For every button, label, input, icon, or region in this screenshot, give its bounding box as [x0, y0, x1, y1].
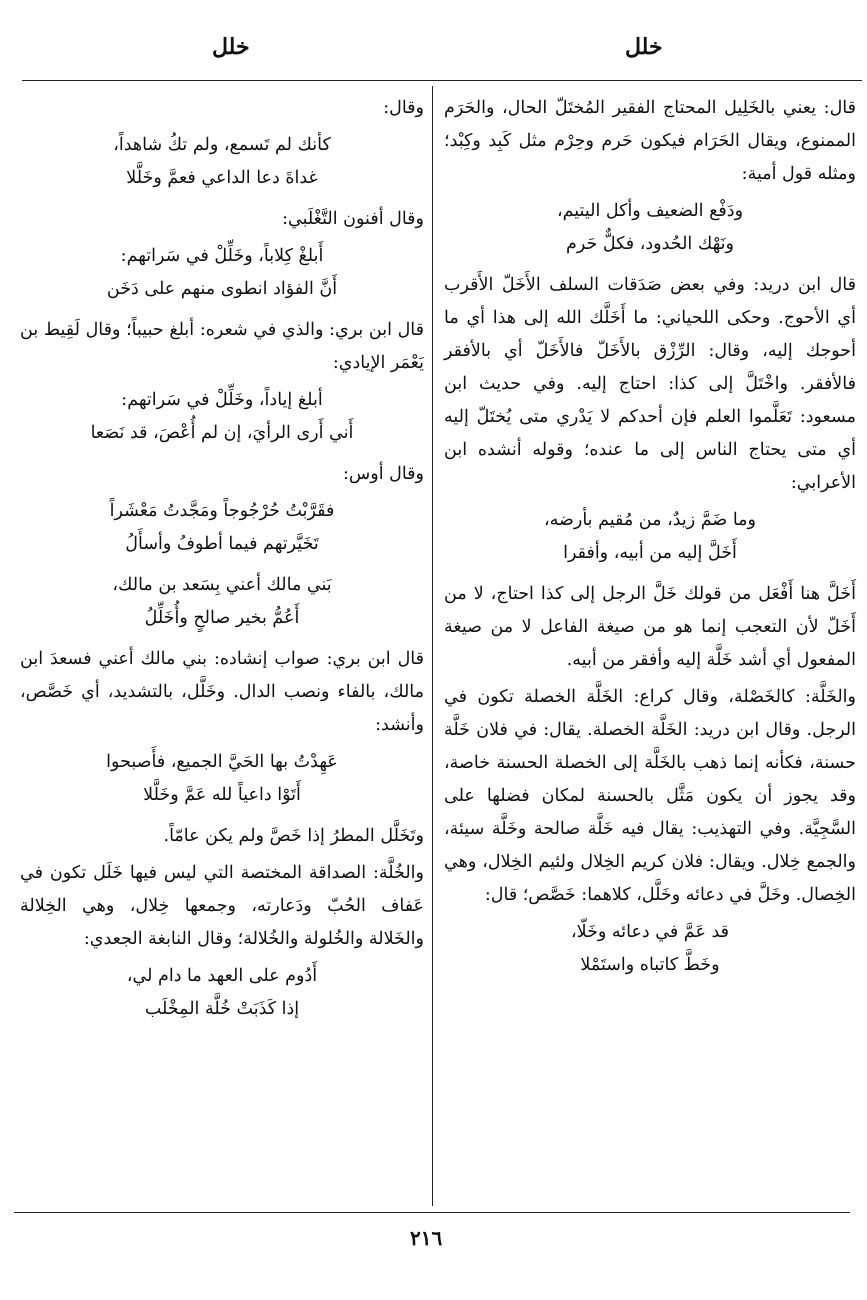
paragraph: قال ابن دريد: وفي بعض صَدَقات السلف الأَخَلّ الأَقرب أي الأحوج. وحكى اللحياني: ما أَخَلَّك الله إلى هذا أي ما أحوجك إليه، وقال: الرِّزْق بالأَخَلّ فالأَخَلّ أي بالأفقر فالأفقر. واخْتَلَّ إلى كذا: احتاج إليه. وفي حديث ابن مسعود: تَعَلَّموا العلم فإن أحدكم لا يَدْري متى يُختَلّ إليه أي متى يحتاج الناس إلى ما عنده؛ وقوله أنشده ابن الأعرابي:	[444, 275, 856, 493]
bottom-rule	[14, 1212, 850, 1213]
poem-verse	[444, 916, 856, 982]
verse-line: أبلغ إياداً، وخَلِّلْ في سَراتهم:	[121, 390, 323, 410]
paragraph: قال: يعني بالخَلِيل المحتاج الفقير المُختَلّ الحال، والحَرَم الممنوع، ويقال الحَرَام فيكون حَرم وحِرْم مثل كَبِد وكِبْد؛ ومثله قول أمية:	[444, 98, 856, 184]
verse-line: ونَهْك الحُدود، فكلٌّ حَرم	[566, 234, 734, 254]
verse-line: أَدُوم على العهد ما دام لي،	[126, 966, 318, 986]
verse-line: وخَطَّ كاتباه واستَمْلا	[580, 955, 720, 975]
verse-line: أَني أَرى الرأيَ، إن لم أُعْصَ، قد نَصَعا	[90, 423, 354, 443]
verse-line: عَهِدْتُ بها الحَيَّ الجميع، فأَصبحوا	[106, 752, 338, 772]
left-column	[20, 92, 424, 1034]
poem-verse	[20, 569, 424, 635]
running-header-right: خلل	[625, 34, 663, 60]
paragraph: قال ابن بري: والذي في شعره: أبلغ حبيباً؛ وقال لَقِيط بن يَعْمَر الإيادي:	[20, 320, 424, 373]
column-divider	[432, 86, 433, 1206]
top-rule	[22, 80, 862, 81]
poem-verse	[20, 495, 424, 561]
paragraph: وتَخَلَّل المطرُ إذا خَصَّ ولم يكن عامّاً.	[163, 826, 424, 846]
poem-verse	[20, 746, 424, 812]
paragraph: وقال أوس:	[343, 464, 424, 484]
right-column	[444, 92, 856, 990]
verse-line: كأنك لم تَسمع، ولم تكُ شاهداً،	[113, 135, 331, 155]
paragraph: وقال أفنون التَّغْلَبي:	[282, 209, 424, 229]
verse-line: فقَرَّبْتُ حُرْجُوجاً ومَجَّدتُ مَعْشَراً	[109, 501, 335, 521]
poem-verse	[20, 240, 424, 306]
poem-verse	[444, 504, 856, 570]
page-number: ٢١٦	[410, 1226, 443, 1250]
verse-line: أَتَوْا داعياً لله عَمَّ وخَلَّلا	[143, 785, 301, 805]
paragraph: وقال:	[383, 98, 424, 118]
paragraph: والخُلَّة: الصداقة المختصة التي ليس فيها خَلَل تكون في عَفاف الحُبّ ودَعارته، وجمعها خِلال، وهي الخِلالة والخَلالة والخُلولة والخُلالة؛ وقال النابغة الجعدي:	[20, 863, 424, 949]
verse-line: أَعُمُّ بخير صالحٍ وأُخَلِّلُ	[144, 608, 300, 628]
verse-line: غداةَ دعا الداعي فعمَّ وخَلَّلا	[126, 168, 318, 188]
poem-verse	[20, 129, 424, 195]
verse-line: أَخَلَّ إليه من أبيه، وأفقرا	[563, 543, 737, 563]
verse-line: إذا كَذَبَتْ خُلَّة المِخْلَب	[144, 999, 300, 1019]
paragraph: قال ابن بري: صواب إنشاده: بني مالك أعني فسعدَ ابن مالك، بالفاء ونصب الدال. وخَلَّل، بالتشديد، أي خَصَّص، وأنشد:	[20, 649, 424, 735]
verse-line: أَبلغْ كِلاباً، وخَلِّلْ في سَراتهم:	[120, 246, 324, 266]
verse-line: تَخَيَّرتهم فيما أطوفُ وأسأَلُ	[125, 534, 319, 554]
verse-line: ودَفْع الضعيف وأكل اليتيم،	[556, 201, 744, 221]
verse-line: قد عَمَّ في دعائه وخَلّا،	[570, 922, 730, 942]
paragraph: أَخَلَّ هنا أَفْعَل من قولك خَلَّ الرجل إلى كذا احتاج، لا من أَخَلّ لأن التعجب إنما هو من صيغة الفاعل لا من صيغة المفعول أي أشد خَلَّة إليه وأفقر من أبيه.	[444, 584, 856, 670]
verse-line: وما ضَمَّ زيدٌ، من مُقيم بأرضه،	[543, 510, 757, 530]
poem-verse	[20, 384, 424, 450]
verse-line: أَنَّ الفؤاد انطوى منهم على دَخَن	[106, 279, 338, 299]
verse-line: بَني مالك أعني بِسَعد بن مالك،	[112, 575, 332, 595]
paragraph: والخَلَّة: كالخَصْلة، وقال كراع: الخَلَّة الخصلة تكون في الرجل. وقال ابن دريد: الخَلَّة الخصلة. يقال: في فلان خَلَّة حسنة، فكأنه إنما ذهب بالخَلَّة إلى الخصلة الحسنة خاصة، وقد يجوز أن يكون مَثَّل بالحسنة لمكان فضلها على السَّجِيَّة. وفي التهذيب: يقال فيه خَلَّة صالحة وخَلَّة سيئة، والجمع خِلال. ويقال: فلان كريم الخِلال ولئيم الخِلال، وهي الخِصال. وخَلَّ في دعائه وخَلَّل، كلاهما: خَصَّص؛ قال:	[444, 687, 856, 905]
running-header-left: خلل	[212, 34, 250, 60]
poem-verse	[20, 960, 424, 1026]
poem-verse	[444, 195, 856, 261]
